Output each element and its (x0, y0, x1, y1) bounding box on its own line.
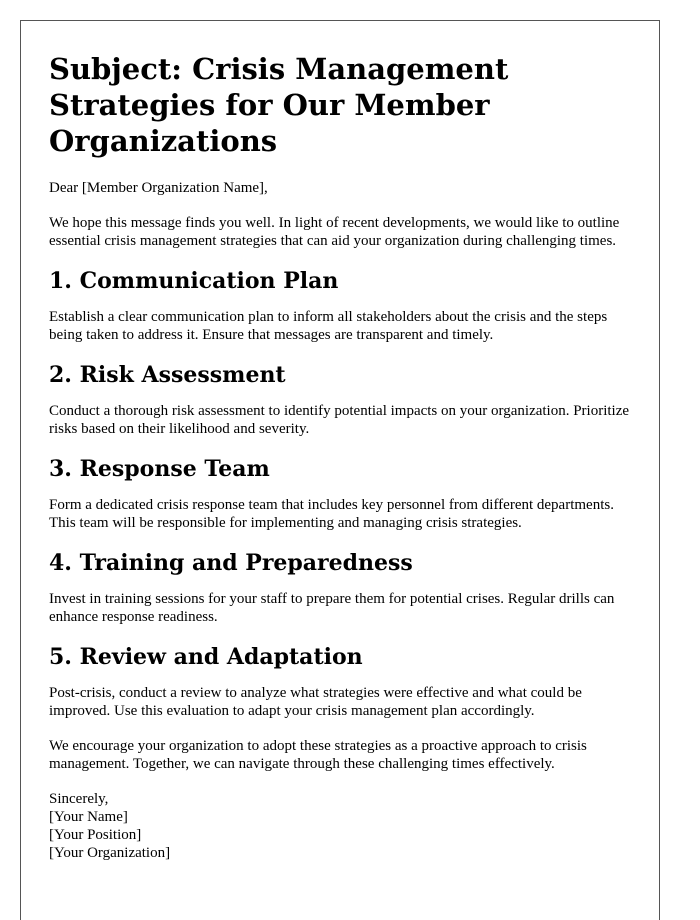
section-body-response-team: Form a dedicated crisis response team that includes key personnel from different departments. This team will be responsible for implementing and managing crisis strategies. (49, 497, 614, 531)
section-heading-review-adaptation: 5. Review and Adaptation (49, 644, 363, 670)
intro-paragraph: We hope this message finds you well. In light of recent developments, we would like to outline essential crisis management strategies that can aid your organization during challenging times. (49, 215, 620, 249)
section-heading-training-preparedness: 4. Training and Preparedness (49, 550, 413, 576)
section-body-risk-assessment: Conduct a thorough risk assessment to identify potential impacts on your organization. Prioritize risks based on their likelihood and severity. (49, 403, 630, 437)
section-heading-communication-plan: 1. Communication Plan (49, 268, 339, 294)
letter-page (20, 20, 660, 920)
sender-name: [Your Name] (49, 809, 128, 825)
section-body-training-preparedness: Invest in training sessions for your staff to prepare them for potential crises. Regular drills can enhance response readiness. (49, 591, 615, 625)
section-body-review-adaptation: Post-crisis, conduct a review to analyze what strategies were effective and what could be improved. Use this evaluation to adapt your crisis management plan accordingly. (49, 685, 582, 719)
sign-off: Sincerely, (49, 791, 109, 807)
section-heading-risk-assessment: 2. Risk Assessment (49, 362, 286, 388)
subject-heading: Subject: Crisis Management Strategies for Our Member Organizations (49, 52, 509, 158)
section-body-communication-plan: Establish a clear communication plan to inform all stakeholders about the crisis and the steps being taken to address it. Ensure that messages are transparent and timely. (49, 309, 608, 343)
sender-position: [Your Position] (49, 827, 142, 843)
sender-organization: [Your Organization] (49, 845, 171, 861)
closing-paragraph: We encourage your organization to adopt these strategies as a proactive approach to crisis management. Together, we can navigate through these challenging times effectively. (49, 738, 587, 772)
section-heading-response-team: 3. Response Team (49, 456, 270, 482)
greeting: Dear [Member Organization Name], (49, 180, 268, 196)
